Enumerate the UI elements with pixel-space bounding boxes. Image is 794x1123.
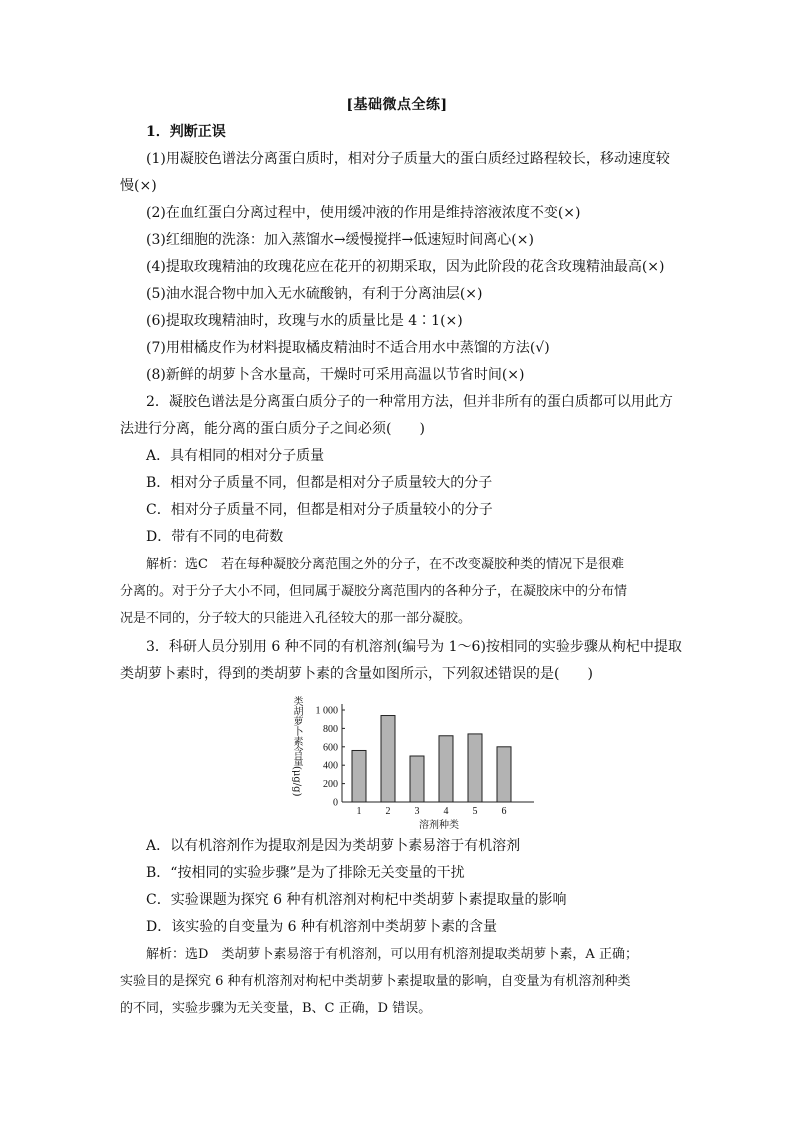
q3-stem: 3．科研人员分别用 6 种不同的有机溶剂(编号为 1～6)按相同的实验步骤从枸杞中提取	[146, 639, 682, 655]
q3-analysis-1: 解析：选D 类胡萝卜素易溶于有机溶剂，可以用有机溶剂提取类胡萝卜素，A 正确；	[146, 947, 638, 962]
q1-item-4: (4)提取玫瑰精油的玫瑰花应在花开的初期采取，因为此阶段的花含玫瑰精油最高(×)	[146, 259, 665, 275]
q2-option-c: C．相对分子质量不同，但都是相对分子质量较小的分子	[146, 502, 493, 518]
bar	[410, 756, 424, 802]
chart-svg	[290, 696, 540, 832]
y-tick-label: 0	[333, 797, 338, 809]
bar	[439, 736, 453, 802]
x-tick-label: 5	[472, 806, 478, 817]
y-tick-label: 400	[323, 760, 338, 772]
bar	[352, 750, 366, 802]
q1-header: 1．判断正误	[146, 124, 226, 140]
q1-item-6: (6)提取玫瑰精油时，玫瑰与水的质量比是 4∶1(×)	[146, 313, 463, 329]
q1-item-1: (1)用凝胶色谱法分离蛋白质时，相对分子质量大的蛋白质经过路程较长，移动速度较	[146, 151, 670, 167]
q2-stem-cont: 法进行分离，能分离的蛋白质分子之间必须( )	[120, 421, 425, 437]
x-axis-label: 溶剂种类	[419, 820, 459, 831]
y-tick-label: 600	[323, 742, 338, 754]
q2-analysis-2: 分离的。对于分子大小不同，但同属于凝胶分离范围内的各种分子，在凝胶床中的分布情	[120, 584, 628, 599]
q1-item-5: (5)油水混合物中加入无水硫酸钠，有利于分离油层(×)	[146, 286, 483, 302]
x-tick-label: 3	[414, 806, 420, 817]
q3-option-d: D．该实验的自变量为 6 种有机溶剂中类胡萝卜素的含量	[146, 919, 498, 935]
q3-stem-cont: 类胡萝卜素时，得到的类胡萝卜素的含量如图所示，下列叙述错误的是( )	[120, 666, 593, 682]
x-tick-label: 1	[356, 806, 362, 817]
bar	[497, 747, 511, 802]
q3-option-a: A．以有机溶剂作为提取剂是因为类胡萝卜素易溶于有机溶剂	[146, 838, 521, 854]
q3-analysis-2: 实验目的是探究 6 种有机溶剂对枸杞中类胡萝卜素提取量的影响，自变量为有机溶剂种类	[120, 974, 631, 989]
q1-item-8: (8)新鲜的胡萝卜含水量高，干燥时可采用高温以节省时间(×)	[146, 367, 525, 383]
chart-y-axis-label: 类胡萝卜素含量(μg/g)	[291, 696, 302, 797]
q3-option-c: C．实验课题为探究 6 种有机溶剂对枸杞中类胡萝卜素提取量的影响	[146, 892, 567, 908]
q1-item-3: (3)红细胞的洗涤：加入蒸馏水→缓慢搅拌→低速短时间离心(×)	[146, 232, 534, 248]
q3-analysis-3: 的不同，实验步骤为无关变量，B、C 正确，D 错误。	[120, 1001, 432, 1016]
q1-item-1-cont: 慢(×)	[120, 178, 157, 194]
q3-option-b: B．“按相同的实验步骤”是为了排除无关变量的干扰	[146, 865, 465, 881]
x-tick-label: 6	[501, 806, 507, 817]
q1-item-2: (2)在血红蛋白分离过程中，使用缓冲液的作用是维持溶液浓度不变(×)	[146, 205, 581, 221]
y-tick-label: 200	[323, 779, 338, 791]
q2-analysis-3: 况是不同的，分子较大的只能进入孔径较大的那一部分凝胶。	[120, 611, 472, 626]
q1-item-7: (7)用柑橘皮作为材料提取橘皮精油时不适合用水中蒸馏的方法(√)	[146, 340, 550, 356]
bar	[381, 716, 395, 802]
bar	[468, 734, 482, 802]
y-tick-label: 1 000	[315, 705, 338, 717]
y-tick-label: 800	[323, 723, 338, 735]
q2-option-a: A．具有相同的相对分子质量	[146, 448, 325, 464]
section-title: [基础微点全练]	[346, 97, 448, 113]
carotenoid-bar-chart	[290, 696, 540, 832]
x-tick-label: 2	[385, 806, 391, 817]
x-tick-label: 4	[443, 806, 449, 817]
q2-option-b: B．相对分子质量不同，但都是相对分子质量较大的分子	[146, 475, 493, 491]
q2-analysis-1: 解析：选C 若在每种凝胶分离范围之外的分子，在不改变凝胶种类的情况下是很难	[146, 557, 624, 572]
q2-stem: 2．凝胶色谱法是分离蛋白质分子的一种常用方法，但并非所有的蛋白质都可以用此方	[146, 394, 673, 410]
q2-option-d: D．带有不同的电荷数	[146, 529, 284, 545]
